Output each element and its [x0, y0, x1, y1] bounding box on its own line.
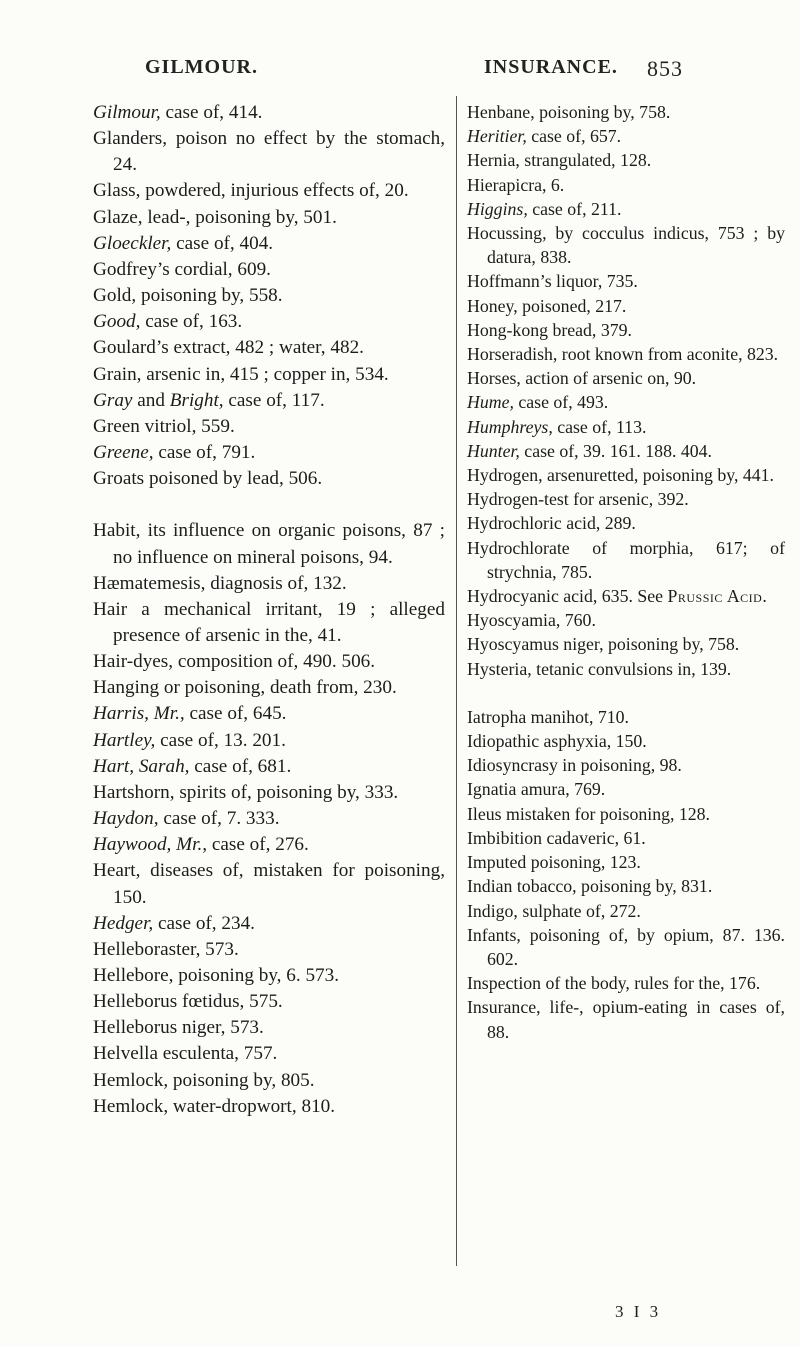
- entry-text: Glass, powdered, injurious effects of, 20.: [93, 180, 409, 202]
- index-column-right: [467, 100, 785, 1044]
- index-entry: [467, 318, 785, 342]
- entry-text: case of, 234.: [153, 912, 255, 934]
- entry-text: Hocussing, by cocculus indicus, 753 ; by datura, 838.: [467, 223, 785, 268]
- index-entry: [93, 440, 445, 466]
- index-entry: [93, 1015, 445, 1041]
- index-entry: [467, 995, 785, 1043]
- index-entry: [467, 439, 785, 463]
- index-entry: [467, 777, 785, 801]
- entry-term: Greene,: [93, 442, 154, 464]
- entry-text: Hellebore, poisoning by, 6. 573.: [93, 965, 340, 986]
- entry-text: Horseradish, root known from aconite, 823.: [467, 344, 779, 365]
- printer-signature-mark: 3 I 3: [615, 1302, 662, 1321]
- index-entry: [93, 1094, 445, 1120]
- entry-term: Heritier,: [467, 126, 527, 147]
- index-entry: [93, 832, 445, 858]
- entry-text: Helvella esculenta, 757.: [93, 1043, 278, 1065]
- entry-text: case of, 657.: [526, 126, 622, 147]
- index-entry: [93, 806, 445, 832]
- entry-text: case of, 681.: [189, 755, 292, 777]
- entry-text: Idiosyncrasy in poisoning, 98.: [467, 755, 682, 776]
- index-entry: [467, 536, 785, 584]
- entry-term: Higgins,: [467, 198, 528, 219]
- entry-text: Green vitriol, 559.: [93, 415, 235, 437]
- index-entry: [93, 309, 445, 335]
- entry-text: Honey, poisoned, 217.: [467, 295, 627, 316]
- entry-text: case of, 493.: [513, 392, 609, 413]
- index-entry: [467, 802, 785, 826]
- cross-reference: Prussic Acid.: [667, 586, 768, 607]
- index-entry: [93, 754, 445, 780]
- entry-text: Gold, poisoning by, 558.: [93, 285, 283, 307]
- entry-text: Hanging or poisoning, death from, 230.: [93, 677, 397, 699]
- index-entry: [467, 390, 785, 414]
- entry-text: Ignatia amura, 769.: [467, 779, 606, 800]
- entry-text: case of, 13. 201.: [155, 729, 286, 751]
- index-entry: [467, 826, 785, 850]
- entry-text: Hair-dyes, composition of, 490. 506.: [93, 651, 376, 673]
- entry-text: Idiopathic asphyxia, 150.: [467, 731, 647, 752]
- index-entry: [93, 937, 445, 963]
- entry-term: Hedger,: [93, 912, 154, 934]
- index-entry: [93, 414, 445, 440]
- entry-text: Hemlock, water-dropwort, 810.: [93, 1095, 336, 1117]
- entry-term: Hunter,: [467, 440, 520, 461]
- index-entry: [467, 511, 785, 535]
- entry-term: Gilmour,: [93, 102, 161, 123]
- index-entry: [467, 221, 785, 269]
- index-entry: [93, 1068, 445, 1094]
- index-entry: [93, 518, 445, 570]
- index-entry: [467, 294, 785, 318]
- entry-text: Infants, poisoning of, by opium, 87. 136. 602.: [467, 924, 785, 969]
- entry-text: case of, 39. 161. 188. 404.: [519, 440, 712, 461]
- index-entry: [467, 729, 785, 753]
- entry-text: Horses, action of arsenic on, 90.: [467, 368, 697, 389]
- entry-text: case of, 7. 333.: [158, 808, 280, 830]
- index-entry: [467, 971, 785, 995]
- index-entry: [467, 463, 785, 487]
- entry-text: Helleborus fœtidus, 575.: [93, 991, 283, 1013]
- index-entry: [93, 335, 445, 361]
- running-head-left: GILMOUR.: [145, 56, 258, 78]
- entry-text: Hernia, strangulated, 128.: [467, 150, 652, 171]
- index-entry: [467, 197, 785, 221]
- entry-text: Hierapicra, 6.: [467, 174, 565, 195]
- entry-text: case of, 791.: [153, 442, 256, 464]
- index-entry: [93, 126, 445, 178]
- entry-text: Iatropha manihot, 710.: [467, 706, 629, 727]
- entry-text: Inspection of the body, rules for the, 176.: [467, 973, 761, 994]
- entry-text: Groats poisoned by lead, 506.: [93, 468, 323, 490]
- entry-text: Hydrochlorate of morphia, 617; of strychnia, 785.: [467, 537, 785, 582]
- index-entry: [93, 1041, 445, 1067]
- entry-text: case of, 163.: [140, 311, 243, 333]
- index-entry: [467, 124, 785, 148]
- entry-text: Henbane, poisoning by, 758.: [467, 102, 671, 122]
- index-entry: [467, 753, 785, 777]
- index-entry: [467, 584, 785, 608]
- entry-text: Hoffmann’s liquor, 735.: [467, 271, 638, 292]
- index-entry: [93, 231, 445, 257]
- index-entry: [467, 874, 785, 898]
- index-entry: [93, 283, 445, 309]
- entry-text: case of, 117.: [223, 389, 325, 411]
- index-entry: [93, 780, 445, 806]
- entry-text: Imbibition cadaveric, 61.: [467, 827, 646, 848]
- entry-text: Helleboraster, 573.: [93, 938, 239, 960]
- index-entry: [93, 701, 445, 727]
- entry-text: case of, 414.: [160, 102, 263, 123]
- index-entry: [467, 269, 785, 293]
- entry-text: Hydrogen-test for arsenic, 392.: [467, 489, 689, 510]
- index-entry: [93, 649, 445, 675]
- entry-term: Hart, Sarah,: [93, 755, 190, 777]
- index-entry: [93, 911, 445, 937]
- index-entry: [93, 675, 445, 701]
- entry-text: Godfrey’s cordial, 609.: [93, 258, 271, 280]
- entry-term: Good,: [93, 311, 141, 333]
- entry-text: and: [132, 389, 170, 411]
- index-entry: [467, 487, 785, 511]
- entry-text: Goulard’s extract, 482 ; water, 482.: [93, 337, 364, 359]
- entry-text: Hair a mechanical irritant, 19 ; alleged presence of arsenic in the, 41.: [93, 598, 445, 646]
- index-entry: [467, 657, 785, 681]
- entry-term: Haywood, Mr.,: [93, 834, 208, 856]
- index-entry: [467, 632, 785, 656]
- index-entry: [93, 989, 445, 1015]
- index-entry: [93, 100, 445, 126]
- entry-text: Ileus mistaken for poisoning, 128.: [467, 803, 710, 824]
- entry-text: Heart, diseases of, mistaken for poisoning, 150.: [93, 860, 445, 908]
- index-column-left: [93, 100, 445, 1120]
- entry-term: Hartley,: [93, 729, 156, 751]
- entry-term: Humphreys,: [467, 416, 553, 437]
- entry-term: Gloeckler,: [93, 232, 172, 254]
- index-entry: [93, 178, 445, 204]
- entry-text: Glanders, poison no effect by the stomach, 24.: [93, 128, 445, 176]
- entry-text: case of, 276.: [207, 834, 309, 856]
- entry-text: Hæmatemesis, diagnosis of, 132.: [93, 572, 347, 594]
- entry-term: Gray: [93, 389, 133, 411]
- running-head-center: INSURANCE.: [484, 56, 618, 78]
- index-entry: [467, 148, 785, 172]
- entry-text: Hysteria, tetanic convulsions in, 139.: [467, 658, 732, 679]
- index-entry: [467, 100, 785, 124]
- entry-text: case of, 113.: [552, 416, 647, 437]
- entry-text: Hydrochloric acid, 289.: [467, 513, 636, 534]
- index-entry: [93, 858, 445, 910]
- index-entry: [93, 388, 445, 414]
- entry-text: Hydrogen, arsenuretted, poisoning by, 441.: [467, 465, 774, 486]
- index-entry: [467, 850, 785, 874]
- entry-text: Hyoscyamia, 760.: [467, 610, 596, 631]
- index-entry: [467, 342, 785, 366]
- entry-text: Imputed poisoning, 123.: [467, 852, 641, 873]
- entry-text: Indigo, sulphate of, 272.: [467, 900, 641, 921]
- index-entry: [467, 415, 785, 439]
- entry-text: Hong-kong bread, 379.: [467, 319, 632, 340]
- entry-text: case of, 404.: [171, 232, 274, 254]
- index-entry: [93, 571, 445, 597]
- entry-text: Hartshorn, spirits of, poisoning by, 333.: [93, 781, 399, 803]
- entry-text: Hyoscyamus niger, poisoning by, 758.: [467, 634, 740, 655]
- entry-term: Hume,: [467, 392, 514, 413]
- entry-text: Insurance, life-, opium-eating in cases of, 88.: [467, 997, 785, 1042]
- entry-text: Grain, arsenic in, 415 ; copper in, 534.: [93, 363, 389, 385]
- entry-text: Hydrocyanic acid, 635. See: [467, 586, 668, 607]
- entry-text: Habit, its influence on organic poisons, 87 ; no influence on mineral poisons, 94.: [93, 520, 445, 568]
- index-entry: [467, 899, 785, 923]
- index-entry: [93, 728, 445, 754]
- entry-text: Helleborus niger, 573.: [93, 1017, 264, 1039]
- index-entry: [93, 963, 445, 989]
- index-entry: [93, 597, 445, 649]
- entry-text: case of, 645.: [184, 703, 287, 725]
- index-entry: [93, 362, 445, 388]
- index-entry: [467, 923, 785, 971]
- entry-text: Glaze, lead-, poisoning by, 501.: [93, 206, 337, 228]
- entry-term: Haydon,: [93, 808, 159, 830]
- index-entry: [467, 608, 785, 632]
- index-entry: [93, 466, 445, 492]
- entry-term: Harris, Mr.,: [93, 703, 185, 725]
- column-divider: [456, 96, 457, 1266]
- entry-text: Hemlock, poisoning by, 805.: [93, 1069, 315, 1091]
- entry-text: case of, 211.: [527, 198, 622, 219]
- index-entry: [467, 705, 785, 729]
- index-entry: [467, 366, 785, 390]
- index-entry: [93, 257, 445, 283]
- index-entry: [467, 173, 785, 197]
- index-entry: [93, 205, 445, 231]
- entry-text: Indian tobacco, poisoning by, 831.: [467, 876, 713, 897]
- page-number: 853: [647, 56, 683, 81]
- entry-term: Bright,: [169, 389, 224, 411]
